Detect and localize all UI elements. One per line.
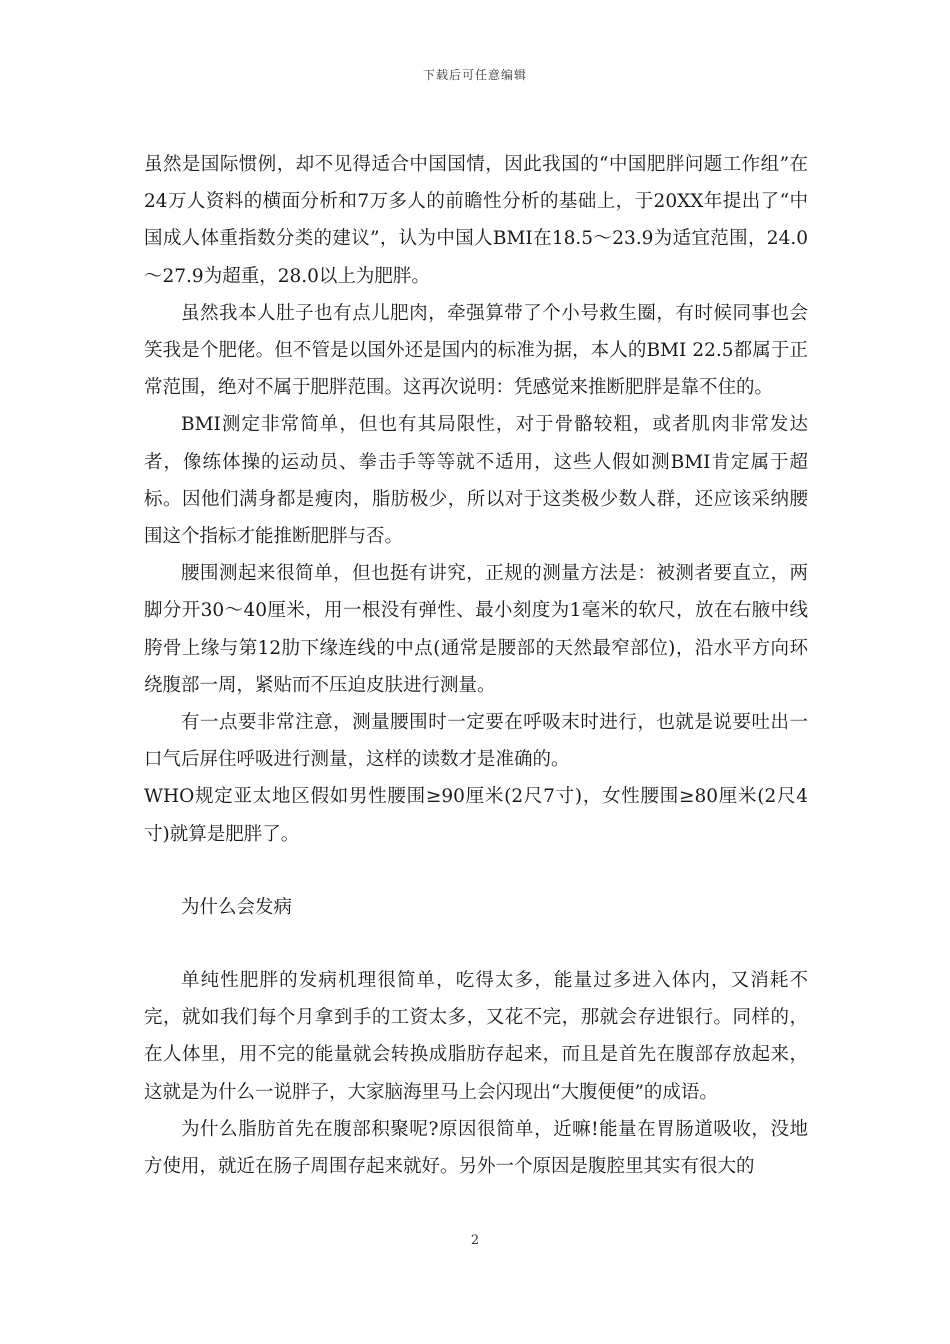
paragraph-author-bmi: 虽然我本人肚子也有点儿肥肉，牵强算带了个小号救生圈，有时候同事也会笑我是个肥佬。但不管是以国外还是国内的标准为据，本人的BMI 22.5都属于正常范围，绝对不属于肥胖范围。这再次说明：凭感觉来推断肥胖是靠不住的。: [144, 302, 808, 399]
paragraph-obesity-mechanism: 单纯性肥胖的发病机理很简单，吃得太多，能量过多进入体内，又消耗不完，就如我们每个月拿到手的工资太多，又花不完，那就会存进银行。同样的，在人体里，用不完的能量就会转换成脂肪存起来，而且是首先在腹部存放起来，这就是为什么一说胖子，大家脑海里马上会闪现出“大腹便便”的成语。: [144, 970, 808, 1103]
paragraph-who-standard: WHO规定亚太地区假如男性腰围≥90厘米(2尺7寸)，女性腰围≥80厘米(2尺4寸)就算是肥胖了。: [144, 786, 808, 845]
section-heading: 为什么会发病: [181, 896, 293, 918]
paragraph-bmi-limitations: BMI测定非常简单，但也有其局限性，对于骨骼较粗，或者肌肉非常发达者，像练体操的运动员、拳击手等等就不适用，这些人假如测BMI肯定属于超标。因他们满身都是瘦肉，脂肪极少，所以对于这类极少数人群，还应该采纳腰围这个指标才能推断肥胖与否。: [144, 414, 808, 548]
page-header: 下载后可任意编辑: [422, 68, 527, 82]
paragraph-breathing-note: 有一点要非常注意，测量腰围时一定要在呼吸末时进行，也就是说要吐出一口气后屏住呼吸进行测量，这样的读数才是准确的。: [144, 712, 808, 771]
page-number: 2: [470, 1233, 480, 1248]
paragraph-abdominal-fat: 为什么脂肪首先在腹部积聚呢?原因很简单，近嘛!能量在胃肠道吸收，没地方使用，就近在肠子周围存起来就好。另外一个原因是腹腔里其实有很大的: [144, 1118, 808, 1178]
document-body: [144, 146, 808, 1185]
paragraph-waist-measurement: 腰围测起来很简单，但也挺有讲究，正规的测量方法是：被测者要直立，两脚分开30～40厘米，用一根没有弹性、最小刻度为1毫米的软尺，放在右腋中线胯骨上缘与第12肋下缘连线的中点(通常是腰部的天然最窄部位)，沿水平方向环绕腹部一周，紧贴而不压迫皮肤进行测量。: [144, 563, 808, 696]
paragraph-bmi-china-standard: 虽然是国际惯例，却不见得适合中国国情，因此我国的“中国肥胖问题工作组”在24万人资料的横面分析和7万多人的前瞻性分析的基础上，于20XX年提出了“中国成人体重指数分类的建议”，认为中国人BMI在18.5～23.9为适宜范围，24.0～27.9为超重，28.0以上为肥胖。: [144, 154, 808, 287]
